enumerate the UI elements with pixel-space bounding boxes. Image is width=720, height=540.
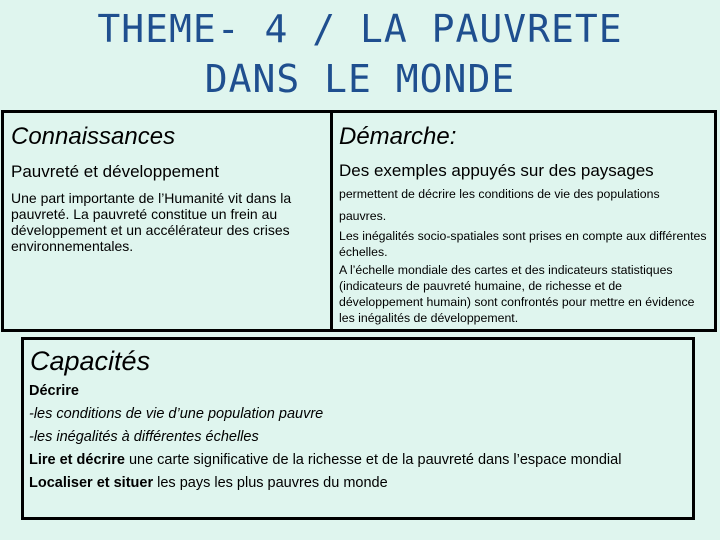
page-title [0,4,720,104]
capacites-list [29,380,689,495]
connaissances-heading: Connaissances [11,123,176,150]
title-line-1: THEME- 4 / LA PAUVRETE [97,7,623,51]
connaissances-subheading: Pauvreté et développement [11,162,219,181]
demarche-lead-paragraph [339,160,709,226]
connaissances-column [11,113,323,254]
connaissances-text: Une part importante de l’Humanité vit dans la pauvreté. La pauvreté constitue un frein au développement et un accélérateur des crises environnementales. [11,190,292,254]
capacites-box [21,337,695,520]
content-table [1,110,717,332]
demarche-paragraph-2: Les inégalités socio-spatiales sont prises en compte aux différentes échelles. [339,229,707,259]
capacites-lire-line [29,449,689,472]
capacites-item-2: -les inégalités à différentes échelles [29,429,259,445]
capacites-lire-bold: Lire et décrire [29,452,125,468]
capacites-localiser-rest: les pays les plus pauvres du monde [153,475,388,491]
demarche-column [339,113,709,326]
capacites-decrire: Décrire [29,383,79,399]
demarche-lead-rest: permettent de décrire les conditions de vie des populations pauvres. [339,187,660,223]
demarche-heading: Démarche: [339,123,457,150]
capacites-item-1: -les conditions de vie d’une population pauvre [29,406,324,422]
column-divider [330,113,333,329]
demarche-lead-bold: Des exemples appuyés sur des paysages [339,161,654,180]
capacites-lire-rest: une carte significative de la richesse et de la pauvreté dans l’espace mondial [124,452,622,468]
title-line-2: DANS LE MONDE [204,57,516,101]
demarche-paragraph-3: A l’échelle mondiale des cartes et des indicateurs statistiques (indicateurs de pauvreté humaine, de richesse et de développement humain) sont confrontés pour mettre en évidence les inégalités de développement. [339,263,695,325]
capacites-heading: Capacités [30,346,151,376]
capacites-localiser-line [29,472,689,495]
capacites-localiser-bold: Localiser et situer [29,475,154,491]
